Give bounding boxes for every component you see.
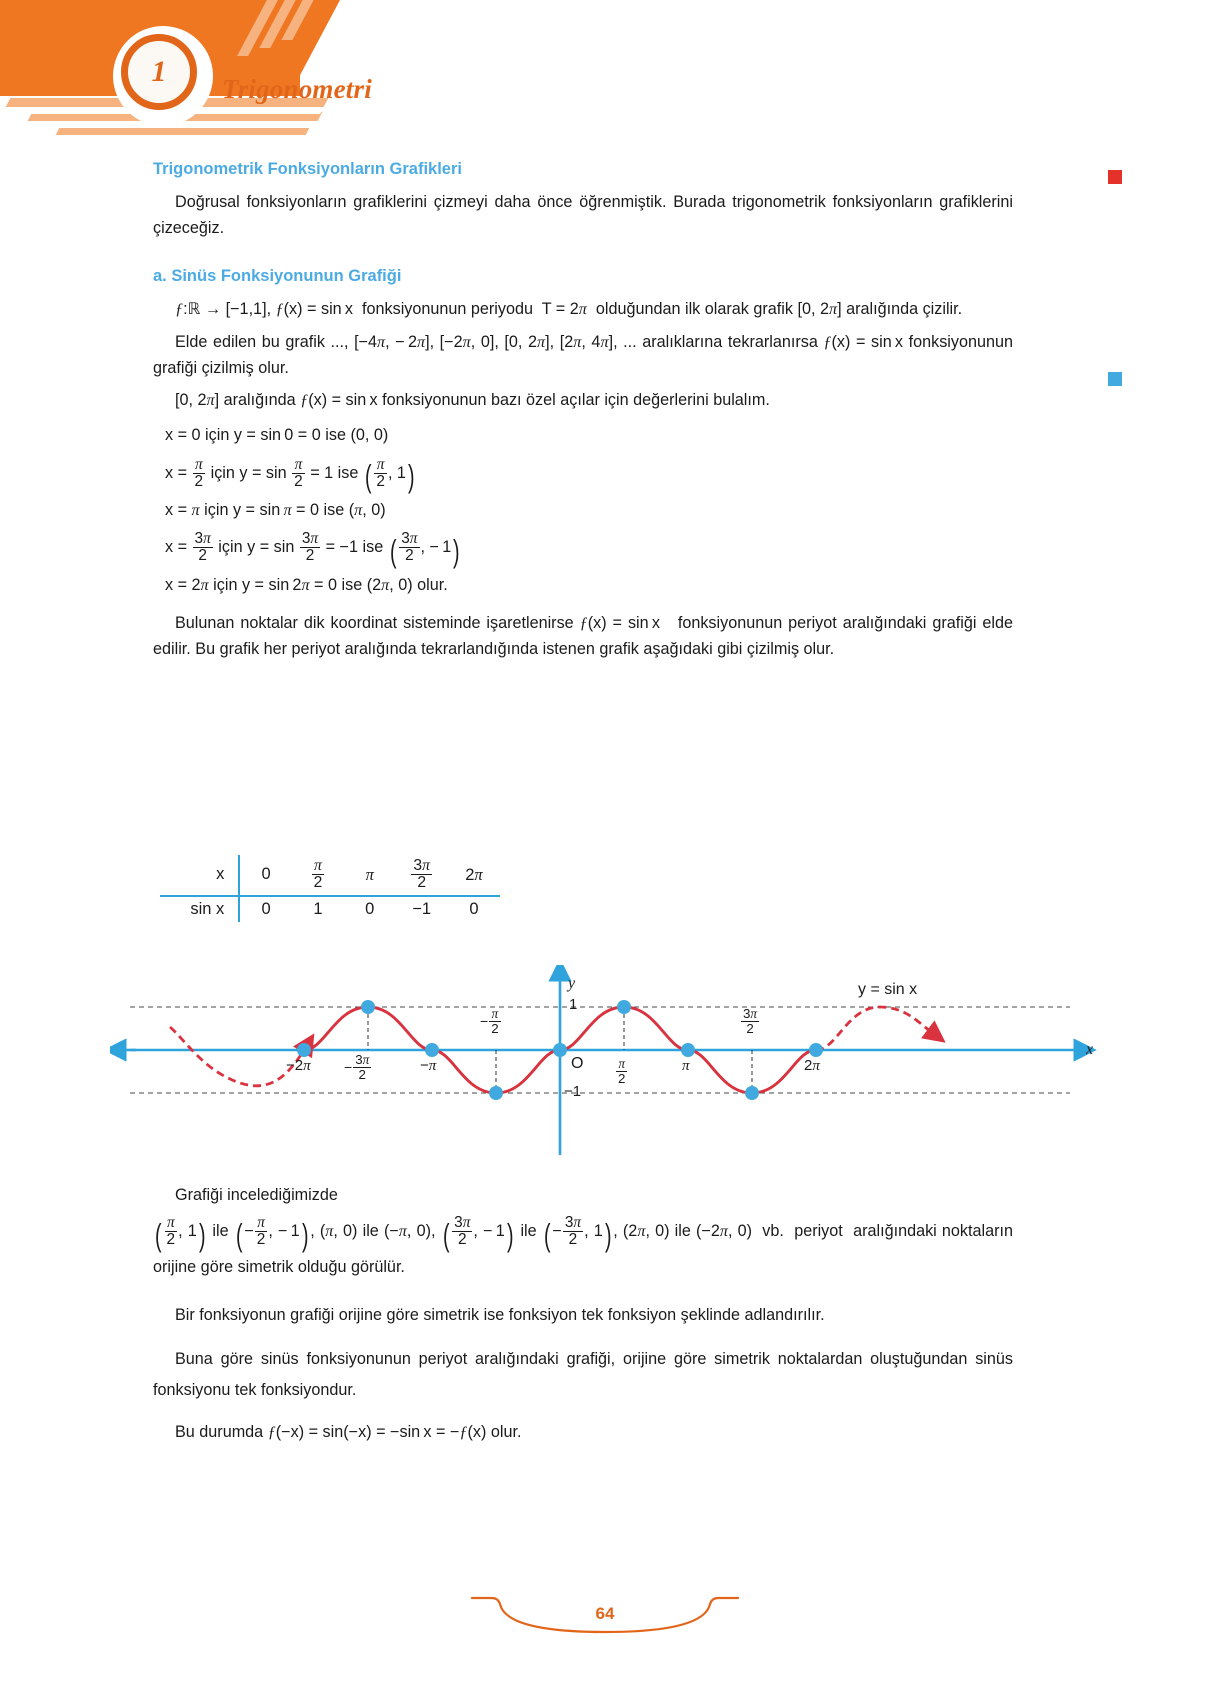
table-cell-x-2: π bbox=[344, 855, 396, 896]
sine-curve-right-tail bbox=[816, 1007, 930, 1050]
equation-line-2: x = $\frac{\pi}{2}$ için y = sin $\frac{\pi}{2}$ = 1 ise ( $\frac{\pi}{2}$ , 1) bbox=[165, 455, 415, 495]
table-cell-sin-1: 1 bbox=[313, 899, 323, 918]
unit-title: Trigonometri bbox=[222, 74, 372, 104]
y-tick-label-one: 1 bbox=[569, 996, 578, 1013]
y-tick-label-minus-one: −1 bbox=[564, 1083, 582, 1100]
x-tick-label-pi: π bbox=[682, 1058, 690, 1074]
sin-values-table-wrapper bbox=[160, 855, 500, 922]
x-tick-label-minus-3pi-over-2: − $\frac{3\pi}{2}$ bbox=[344, 1052, 370, 1082]
x-tick-label-minus-pi-over-2: − $\frac{\pi}{2}$ bbox=[480, 1006, 499, 1036]
page-number: 64 bbox=[595, 1604, 615, 1623]
x-tick-label-pi-over-2: $\frac{\pi}{2}$ bbox=[618, 1056, 626, 1086]
point-minus-pi-over-2 bbox=[489, 1086, 503, 1100]
point-pi bbox=[681, 1043, 695, 1057]
table-cell-x-1: $\frac{\pi}{2}$ bbox=[292, 855, 344, 896]
table-cell-sin-2: 0 bbox=[365, 899, 375, 918]
x-tick-label-2pi: 2π bbox=[804, 1057, 820, 1074]
point-2pi bbox=[809, 1043, 823, 1057]
sine-graph-svg bbox=[110, 965, 1110, 1165]
table-row-label-x: x bbox=[160, 855, 238, 896]
table-cell-sin-3: −1 bbox=[412, 899, 432, 918]
paragraph-conclusion: Bu durumda ƒ(−x) = sin(−x) = −sin x = −ƒ(x) olur. bbox=[175, 1423, 522, 1442]
blue-margin-marker bbox=[1108, 372, 1122, 386]
table-cell-x-0: 0 bbox=[239, 855, 292, 896]
curve-label: y = sin x bbox=[858, 981, 918, 998]
table-row-sinx bbox=[160, 896, 500, 922]
paragraph-interval-repetition: Elde edilen bu grafik ..., [−4π, − 2π], [−2π, 0], [0, 2π], [2π, 4π], ... aralıklarına tekrarlanırsa ƒ(x) = sin x fonksiyonunun grafiği çizilmiş olur. bbox=[153, 332, 1014, 377]
sine-graph bbox=[110, 965, 1110, 1165]
point-minus-2pi bbox=[297, 1043, 311, 1057]
point-origin bbox=[553, 1043, 567, 1057]
paragraph-odd-function-definition: Bir fonksiyonun grafiği orijine göre simetrik ise fonksiyon tek fonksiyon şeklinde adlandırılır. bbox=[175, 1305, 825, 1324]
section-title: Trigonometrik Fonksiyonların Grafikleri bbox=[153, 160, 462, 178]
page-content bbox=[153, 160, 1013, 668]
table-row-x bbox=[160, 855, 500, 896]
equation-line-5: x = 2π için y = sin 2π = 0 ise (2π, 0) olur. bbox=[165, 575, 448, 594]
paragraph-symmetric-points: ( $\frac{\pi}{2}$ , 1) ile ( − $\frac{\pi}{2}$ , − 1) , (π, 0) ile (−π, 0), ( $\frac{3\pi}{2}$ , − 1) ile ( − $\frac{3\pi}{2}$ , 1) , (2π, 0) ile (−2π, 0) vb. periyot aralığındaki noktaların orijine göre simetrik olduğu görülür. bbox=[153, 1214, 1014, 1276]
point-minus-3pi-over-2 bbox=[361, 1000, 375, 1014]
table-row-label-sinx: sin x bbox=[190, 899, 225, 918]
y-axis-label: y bbox=[568, 975, 576, 992]
equation-line-3: x = π için y = sin π = 0 ise (π, 0) bbox=[165, 500, 386, 519]
page-content-lower bbox=[153, 1182, 1013, 1452]
table-cell-x-3: $\frac{3\pi}{2}$ bbox=[396, 855, 448, 896]
x-axis-label: x bbox=[1086, 1041, 1094, 1058]
sin-values-table bbox=[160, 855, 500, 922]
paragraph-plot-points: Bulunan noktalar dik koordinat sisteminde işaretlenirse ƒ(x) = sin x fonksiyonunun periyot aralığındaki grafiği elde edilir. Bu grafik her periyot aralığında tekrarlandığında istenen grafik aşağıdaki gibi çizilmiş olur. bbox=[153, 613, 1013, 658]
table-cell-sin-4: 0 bbox=[469, 899, 479, 918]
origin-label: O bbox=[571, 1055, 584, 1072]
equation-line-4: x = $\frac{3\pi}{2}$ için y = sin $\frac{3\pi}{2}$ = −1 ise ( $\frac{3\pi}{2}$ , − 1) bbox=[165, 530, 460, 569]
table-cell-sin-0: 0 bbox=[261, 899, 271, 918]
subsection-title: a. Sinüs Fonksiyonunun Grafiği bbox=[153, 267, 402, 286]
red-margin-marker bbox=[1108, 170, 1122, 184]
point-minus-pi bbox=[425, 1043, 439, 1057]
paragraph-special-angles: [0, 2π] aralığında ƒ(x) = sin x fonksiyonunun bazı özel açılar için değerlerini bulalım. bbox=[175, 391, 770, 410]
unit-number: 1 bbox=[151, 55, 167, 88]
page-header-banner bbox=[0, 0, 1210, 150]
x-tick-label-minus-2pi: −2π bbox=[286, 1057, 311, 1074]
intro-paragraph: Doğrusal fonksiyonların grafiklerini çizmeyi daha önce öğrenmiştik. Burada trigonometrik fonksiyonların grafiklerini çizeceğiz. bbox=[153, 193, 1013, 238]
x-tick-label-minus-pi: −π bbox=[420, 1057, 437, 1074]
point-3pi-over-2 bbox=[745, 1086, 759, 1100]
paragraph-sine-is-odd: Buna göre sinüs fonksiyonunun periyot aralığındaki grafiği, orijine göre simetrik noktalardan oluştuğundan sinüs fonksiyonu tek fonksiyondur. bbox=[153, 1349, 1013, 1399]
x-tick-label-3pi-over-2: $\frac{3\pi}{2}$ bbox=[743, 1006, 758, 1036]
paragraph-graph-examination: Grafiği incelediğimizde bbox=[175, 1186, 338, 1204]
table-cell-x-4: 2π bbox=[448, 855, 500, 896]
paragraph-function-definition: ƒ:ℝ → [−1,1], ƒ(x) = sin x fonksiyonunun periyodu T = 2π olduğundan ilk olarak grafik [0, 2π] aralığında çizilir. bbox=[175, 300, 963, 319]
sine-curve-left-tail bbox=[170, 1027, 304, 1086]
page-footer bbox=[0, 1590, 1210, 1650]
point-pi-over-2 bbox=[617, 1000, 631, 1014]
equation-line-1: x = 0 için y = sin 0 = 0 ise (0, 0) bbox=[165, 426, 389, 445]
